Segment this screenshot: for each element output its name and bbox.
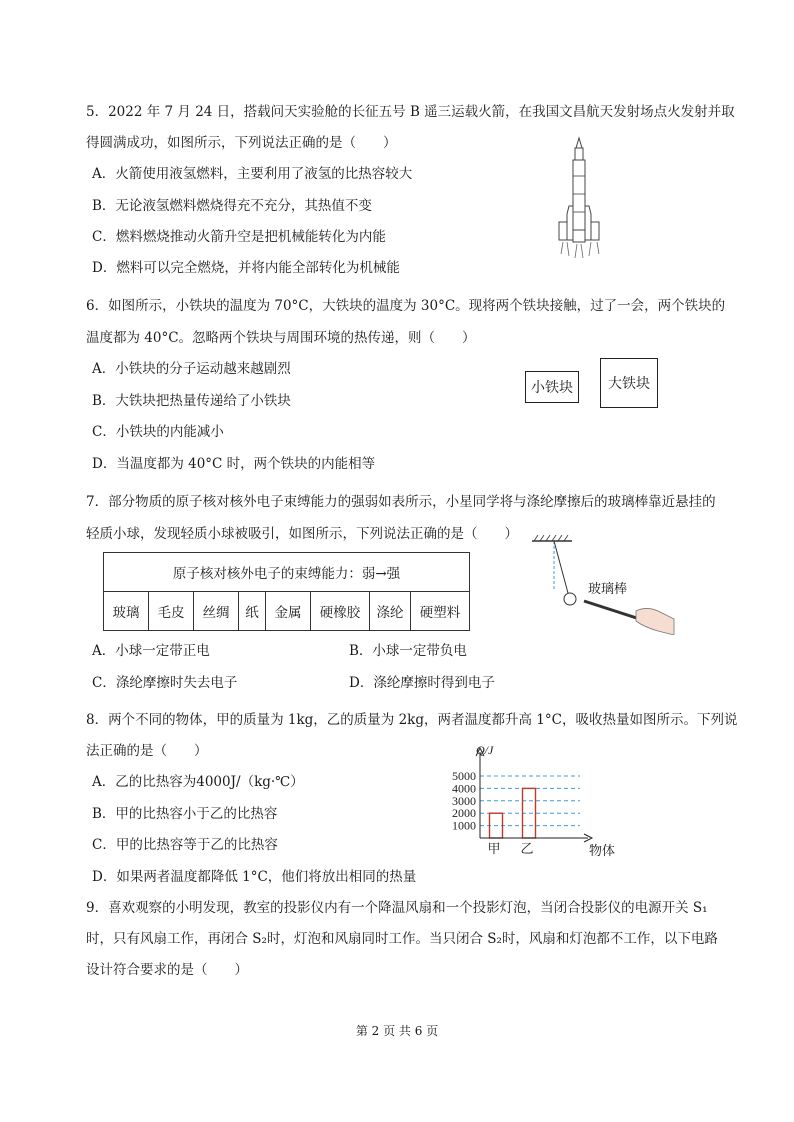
- glass-rod-label: 玻璃棒: [588, 582, 628, 597]
- q5-stem-line1: 5．2022 年 7 月 24 日，搭载问天实验舱的长征五号 B 遥三运载火箭，在我国文昌航天发射场点火发射并取: [86, 104, 735, 120]
- q5-option-b: B．无论液氢燃料燃烧得充不充分，其热值不变: [92, 198, 372, 214]
- q7-option-d: D．涤纶摩擦时得到电子: [349, 675, 495, 691]
- y-tick-label: 5000: [452, 769, 476, 783]
- q6-option-d: D．当温度都为 40°C 时，两个铁块的内能相等: [92, 456, 376, 472]
- y-tick-label: 2000: [452, 806, 476, 821]
- heat-absorption-chart: [430, 742, 640, 860]
- page-footer: 第 2 页 共 6 页: [355, 1024, 439, 1038]
- q9-stem-line1: 9．喜欢观察的小明发现，教室的投影仪内有一个降温风扇和一个投影灯泡，当闭合投影仪的电源开关 S₁: [86, 900, 708, 916]
- y-axis-label: Q/J: [476, 743, 494, 757]
- q7-option-b: B．小球一定带负电: [349, 643, 467, 659]
- binding-ability-table: [103, 552, 470, 631]
- q9-stem-line3: 设计符合要求的是（ ）: [86, 962, 248, 978]
- table-cell: 玻璃: [104, 592, 149, 631]
- q6-stem-line2: 温度都为 40°C。忽略两个铁块与周围环境的热传递，则（ ）: [86, 330, 476, 346]
- table-cell: 涤纶: [370, 592, 411, 631]
- q8-option-b: B．甲的比热容小于乙的比热容: [92, 806, 278, 822]
- q8-option-c: C．甲的比热容等于乙的比热容: [92, 837, 278, 853]
- q6-option-a: A．小铁块的分子运动越来越剧烈: [92, 361, 291, 377]
- q8-option-a: A．乙的比热容为4000J/（kg·℃）: [92, 774, 304, 790]
- table-cell: 金属: [266, 592, 311, 631]
- table-cell: 丝绸: [194, 592, 239, 631]
- y-tick-label: 3000: [452, 793, 476, 808]
- small-iron-block: 小铁块: [525, 371, 579, 403]
- q6-option-c: C．小铁块的内能减小: [92, 424, 224, 440]
- q6-option-b: B．大铁块把热量传递给了小铁块: [92, 393, 291, 409]
- q9-stem-line2: 时，只有风扇工作，再闭合 S₂时，灯泡和风扇同时工作。当只闭合 S₂时，风扇和灯泡都不工作，以下电路: [86, 931, 718, 947]
- table-cell: 毛皮: [149, 592, 194, 631]
- q6-stem-line1: 6．如图所示，小铁块的温度为 70°C，大铁块的温度为 30°C。现将两个铁块接触，过了一会，两个铁块的: [86, 298, 726, 314]
- q7-stem-line2: 轻质小球，发现轻质小球被吸引，如图所示，下列说法正确的是（ ）: [86, 526, 518, 542]
- q7-option-c: C．涤纶摩擦时失去电子: [92, 675, 238, 691]
- rocket-illustration: [555, 136, 603, 262]
- q8-stem-line2: 法正确的是（ ）: [86, 743, 208, 759]
- table-cell: 硬塑料: [411, 592, 470, 631]
- q8-option-d: D．如果两者温度都降低 1°C，他们将放出相同的热量: [92, 869, 417, 885]
- big-iron-block: 大铁块: [600, 358, 658, 408]
- x-axis-label: 物体: [588, 844, 616, 859]
- y-tick-label: 4000: [452, 781, 476, 796]
- x-category-label: 甲: [487, 842, 501, 857]
- q7-option-a: A．小球一定带正电: [92, 643, 210, 659]
- table-cell: 纸: [239, 592, 266, 631]
- q5-stem-line2: 得圆满成功，如图所示，下列说法正确的是（ ）: [86, 135, 397, 151]
- y-tick-label: 1000: [452, 818, 476, 833]
- q8-stem-line1: 8．两个不同的物体，甲的质量为 1kg，乙的质量为 2kg，两者温度都升高 1°C，吸收热量如图所示。下列说: [86, 712, 738, 728]
- q7-stem-line1: 7．部分物质的原子核对核外电子束缚能力的强弱如表所示，小星同学将与涤纶摩擦后的玻璃棒靠近悬挂的: [86, 494, 716, 510]
- table-cell: 硬橡胶: [311, 592, 370, 631]
- q5-option-d: D．燃料可以完全燃烧，并将内能全部转化为机械能: [92, 260, 400, 276]
- x-category-label: 乙: [520, 842, 534, 857]
- table-header: 原子核对核外电子的束缚能力：弱→强: [104, 553, 470, 592]
- q5-option-c: C．燃料燃烧推动火箭升空是把机械能转化为内能: [92, 229, 386, 245]
- q5-option-a: A．火箭使用液氢燃料，主要利用了液氢的比热容较大: [92, 166, 413, 182]
